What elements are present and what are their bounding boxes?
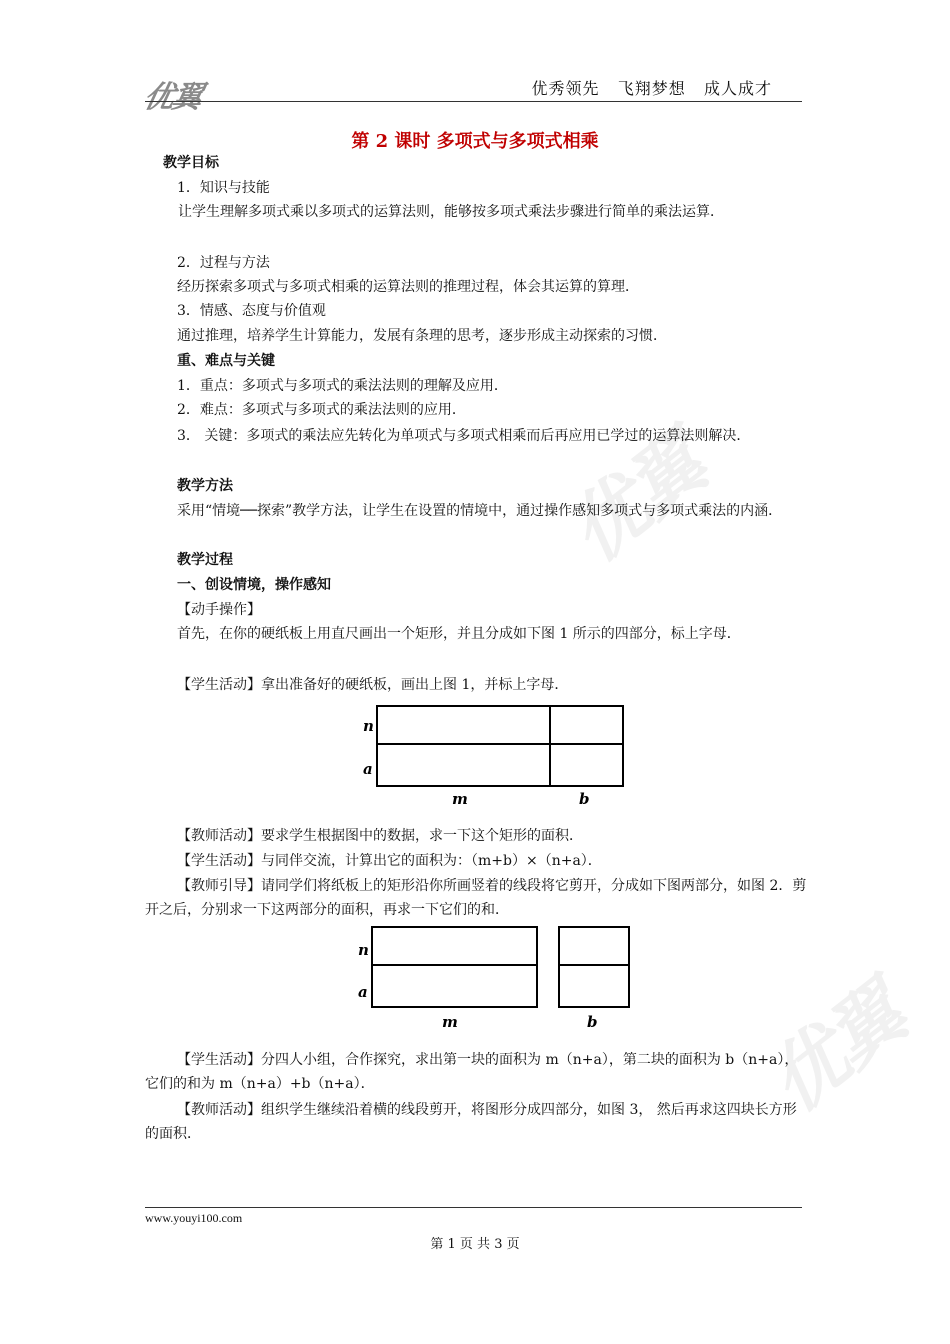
heading-key-points: 重、难点与关键 bbox=[177, 353, 275, 369]
heading-process: 教学过程 bbox=[177, 552, 233, 568]
footer-url[interactable]: www.youyi100.com bbox=[145, 1211, 243, 1225]
fig2-label-a: a bbox=[358, 983, 368, 1001]
page-title: 第 2 课时 多项式与多项式相乘 bbox=[351, 131, 599, 152]
watermark-logo: 优翼 bbox=[551, 419, 720, 579]
student-activity-2: 【学生活动】与同伴交流，计算出它的面积为：（m+b）×（n+a）． bbox=[177, 853, 602, 869]
footer-divider bbox=[145, 1207, 802, 1208]
page-number: 第 1 页 共 3 页 bbox=[430, 1237, 520, 1252]
fig2-right-rect bbox=[559, 927, 629, 1007]
fig1-label-m: m bbox=[452, 790, 468, 808]
section-1-title: 一、创设情境，操作感知 bbox=[177, 577, 331, 593]
teacher-activity-1: 【教师活动】要求学生根据图中的数据，求一下这个矩形的面积． bbox=[177, 828, 583, 844]
heading-goals: 教学目标 bbox=[163, 155, 219, 171]
fig2-label-n: n bbox=[358, 941, 369, 959]
goal-text-2: 经历探索多项式与多项式相乘的运算法则的推理过程，体会其运算的算理． bbox=[177, 279, 639, 295]
method-text: 采用“情境──探索”教学方法，让学生在设置的情境中，通过操作感知多项式与多项式乘法的内涵． bbox=[177, 503, 783, 519]
header-slogan: 优秀领先 飞翔梦想 成人成才 bbox=[531, 79, 772, 98]
goal-text-1: 让学生理解多项式乘以多项式的运算法则，能够按多项式乘法步骤进行简单的乘法运算． bbox=[178, 204, 724, 220]
fig2-left-rect bbox=[372, 927, 537, 1007]
hands-on-label: 【动手操作】 bbox=[177, 602, 261, 618]
heading-method: 教学方法 bbox=[177, 478, 233, 494]
teacher-guide: 【教师引导】请同学们将纸板上的矩形沿你所画竖着的线段将它剪开，分成如下图两部分，如图 2．剪开之后，分别求一下这两部分的面积，再求一下它们的和． bbox=[145, 878, 807, 918]
page-header bbox=[140, 64, 800, 115]
key-point-2: 2．难点：多项式与多项式的乘法法则的应用． bbox=[177, 402, 466, 418]
fig1-outer-rect bbox=[377, 706, 623, 786]
teacher-activity-2: 【教师活动】组织学生继续沿着横的线段剪开，将图形分成四部分，如图 3， 然后再求这四块长方形的面积． bbox=[145, 1102, 797, 1142]
student-activity-1: 【学生活动】拿出准备好的硬纸板，画出上图 1，并标上字母． bbox=[177, 677, 569, 693]
goal-text-3: 通过推理，培养学生计算能力，发展有条理的思考，逐步形成主动探索的习惯． bbox=[177, 328, 667, 344]
key-point-3: 3． 关键：多项式的乘法应先转化为单项式与多项式相乘而后再应用已学过的运算法则解决． bbox=[177, 428, 751, 444]
brand-logo: 优翼 bbox=[140, 80, 204, 115]
fig1-label-b: b bbox=[579, 790, 590, 808]
figure-2-split-rectangles bbox=[350, 920, 640, 1032]
header-divider bbox=[145, 101, 802, 102]
fig1-label-a: a bbox=[363, 760, 373, 778]
fig2-label-b: b bbox=[587, 1013, 598, 1031]
goal-item-3: 3．情感、态度与价值观 bbox=[177, 303, 326, 319]
key-point-1: 1．重点：多项式与多项式的乘法法则的理解及应用． bbox=[177, 378, 508, 394]
goal-item-2: 2．过程与方法 bbox=[177, 255, 270, 271]
fig1-label-n: n bbox=[363, 717, 374, 735]
hands-on-text: 首先，在你的硬纸板上用直尺画出一个矩形，并且分成如下图 1 所示的四部分，标上字母． bbox=[177, 626, 741, 642]
fig2-label-m: m bbox=[442, 1013, 458, 1031]
student-activity-3: 【学生活动】分四人小组，合作探究，求出第一块的面积为 m（n+a），第二块的面积为 b（n+a），它们的和为 m（n+a）+b（n+a）． bbox=[145, 1052, 799, 1092]
figure-1-rectangle bbox=[355, 698, 640, 813]
goal-item-1: 1．知识与技能 bbox=[177, 180, 270, 196]
watermark-logo: 优翼 bbox=[751, 969, 920, 1129]
